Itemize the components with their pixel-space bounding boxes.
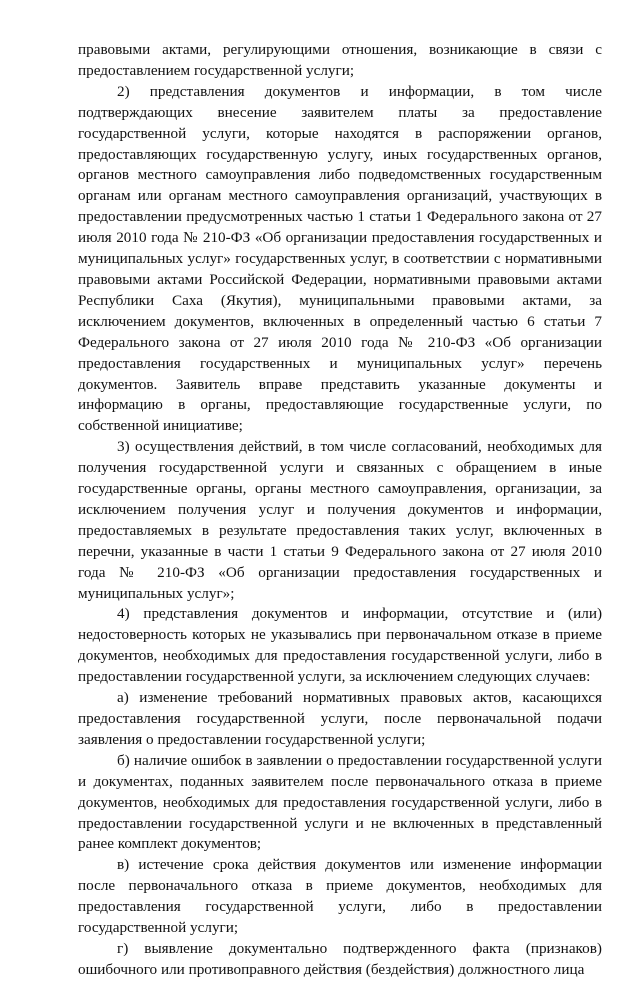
paragraph-subitem-v: в) истечение срока действия документов или изменение информации после первоначального отказа в приеме документов, необходимых для предоставления государственной услуги, либо в предоставлении государственной услуги; (78, 856, 602, 937)
paragraph-subitem-g: г) выявление документально подтвержденного факта (признаков) ошибочного или противоправного действия (бездействия) должностного лица (78, 939, 602, 978)
paragraph-item-2: 2) представления документов и информации, в том числе подтверждающих внесение заявителем платы за предоставление государственной услуги, которые находятся в распоряжении органов, предоставляющих государственную услугу, иных государственных органов, органов местного самоуправления либо подведомственных государственным органам или органам местного самоуправления организаций, участвующих в предоставлении предусмотренных частью 1 статьи 1 Федерального закона от 27 июля 2010 года № 210-ФЗ «Об организации предоставления государственных и муниципальных услуг» государственных услуг, в соответствии с нормативными правовыми актами Российской Федерации, нормативными правовыми актами Республики Саха (Якутия), муниципальными правовыми актами, за исключением документов, включенных в определенный частью 6 статьи 7 Федерального закона от 27 июля 2010 года № 210-ФЗ «Об организации предоставления государственных и муниципальных услуг» перечень документов. Заявитель вправе представить указанные документы и информацию в органы, предоставляющие государственные услуги, по собственной инициативе; (78, 82, 602, 435)
document-page (78, 40, 602, 981)
paragraph-subitem-a: а) изменение требований нормативных правовых актов, касающихся предоставления государственной услуги, после первоначальной подачи заявления о предоставлении государственной услуги; (78, 689, 602, 748)
paragraph-continuation: правовыми актами, регулирующими отношения, возникающие в связи с предоставлением государственной услуги; (78, 41, 602, 79)
paragraph-subitem-b: б) наличие ошибок в заявлении о предоставлении государственной услуги и документах, поданных заявителем после первоначального отказа в приеме документов, необходимых для предоставления государственной услуги, либо в предоставлении государственной услуги и не включенных в представленный ранее комплект документов; (78, 751, 602, 853)
paragraph-item-4: 4) представления документов и информации, отсутствие и (или) недостоверность которых не указывались при первоначальном отказе в приеме документов, необходимых для предоставления государственной услуги, либо в предоставлении государственной услуги, за исключением следующих случаев: (78, 605, 602, 686)
paragraph-item-3: 3) осуществления действий, в том числе согласований, необходимых для получения государственной услуги и связанных с обращением в иные государственные органы, органы местного самоуправления, организации, за исключением получения услуг и получения документов и информации, предоставляемых в результате предоставления таких услуг, включенных в перечни, указанные в части 1 статьи 9 Федерального закона от 27 июля 2010 года № 210-ФЗ «Об организации предоставления государственных и муниципальных услуг»; (78, 438, 602, 602)
